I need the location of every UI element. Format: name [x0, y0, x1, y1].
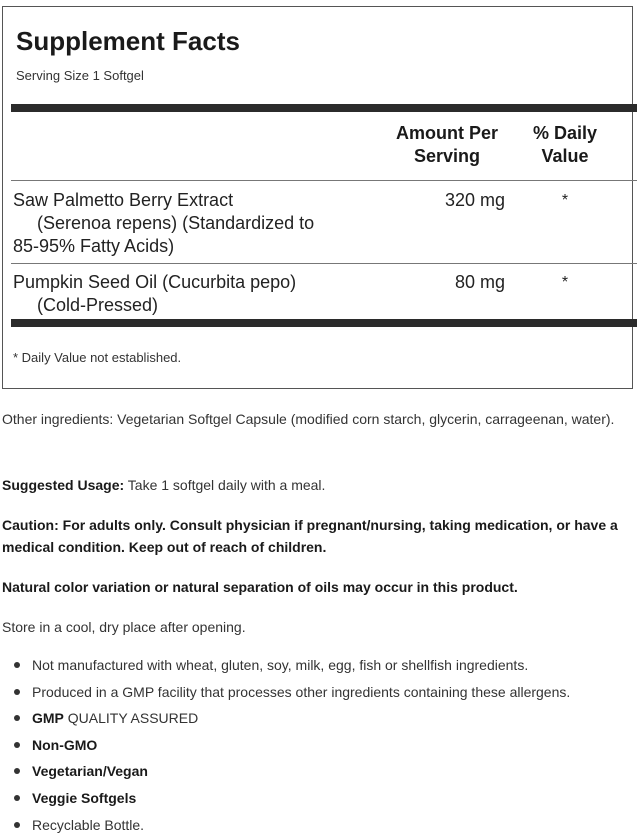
caution-warning: Caution: For adults only. Consult physician if pregnant/nursing, taking medication, or have a medical condition. Keep out of reach of children. — [2, 517, 618, 555]
list-item: Produced in a GMP facility that processes other ingredients containing these allergens. — [0, 679, 636, 706]
ingredient-name-line: Pumpkin Seed Oil (Cucurbita pepo) — [13, 272, 297, 292]
ingredient-name-line: (Cold-Pressed) — [37, 295, 159, 315]
list-item: Not manufactured with wheat, gluten, soy, milk, egg, fish or shellfish ingredients. — [0, 652, 636, 679]
serving-size: Serving Size 1 Softgel — [16, 68, 144, 83]
storage-instructions: Store in a cool, dry place after opening. — [2, 619, 246, 635]
ingredient-daily-value: * — [561, 274, 569, 291]
bullet-icon — [14, 662, 20, 668]
dv-header-line2: Value — [541, 146, 589, 166]
list-item: Recyclable Bottle. — [0, 812, 636, 838]
bullet-icon — [14, 689, 20, 695]
bullet-icon — [14, 795, 20, 801]
product-features-list — [0, 652, 636, 838]
amount-header-line2: Serving — [413, 146, 481, 166]
ingredient-daily-value: * — [561, 192, 569, 209]
usage-text: Take 1 softgel daily with a meal. — [124, 477, 326, 493]
bullet-icon — [14, 715, 20, 721]
bullet-icon — [14, 742, 20, 748]
ingredient-name-pumpkin-seed-oil — [13, 271, 373, 317]
list-item: Vegetarian/Vegan — [0, 758, 636, 785]
facts-title: Supplement Facts — [16, 26, 240, 56]
natural-variation-note: Natural color variation or natural separation of oils may occur in this product. — [2, 579, 518, 595]
facts-row-divider — [11, 263, 637, 264]
facts-divider-bottom — [11, 319, 637, 327]
ingredient-amount: 320 mg — [444, 190, 505, 210]
facts-divider-top — [11, 104, 637, 112]
ingredient-amount: 80 mg — [454, 272, 505, 292]
usage-label: Suggested Usage: — [2, 477, 125, 493]
amount-header-line1: Amount Per — [395, 123, 498, 143]
list-item: GMP QUALITY ASSURED — [0, 705, 636, 732]
bullet-icon — [14, 768, 20, 774]
amount-per-serving-header — [383, 122, 511, 168]
ingredient-name-line: Saw Palmetto Berry Extract — [13, 190, 234, 210]
daily-value-header — [514, 122, 616, 168]
ingredient-name-line: (Serenoa repens) (Standardized to — [37, 213, 315, 233]
facts-row-divider — [11, 180, 637, 181]
daily-value-footnote: * Daily Value not established. — [13, 350, 182, 365]
suggested-usage — [2, 474, 632, 496]
list-item: Non-GMO — [0, 732, 636, 759]
ingredient-name-saw-palmetto — [13, 189, 373, 258]
list-item: Veggie Softgels — [0, 785, 636, 812]
other-ingredients: Other ingredients: Vegetarian Softgel Capsule (modified corn starch, glycerin, carrageenan, water). — [2, 411, 615, 427]
dv-header-line1: % Daily — [532, 123, 598, 143]
ingredient-name-line: 85-95% Fatty Acids) — [13, 236, 175, 256]
bullet-icon — [14, 822, 20, 828]
